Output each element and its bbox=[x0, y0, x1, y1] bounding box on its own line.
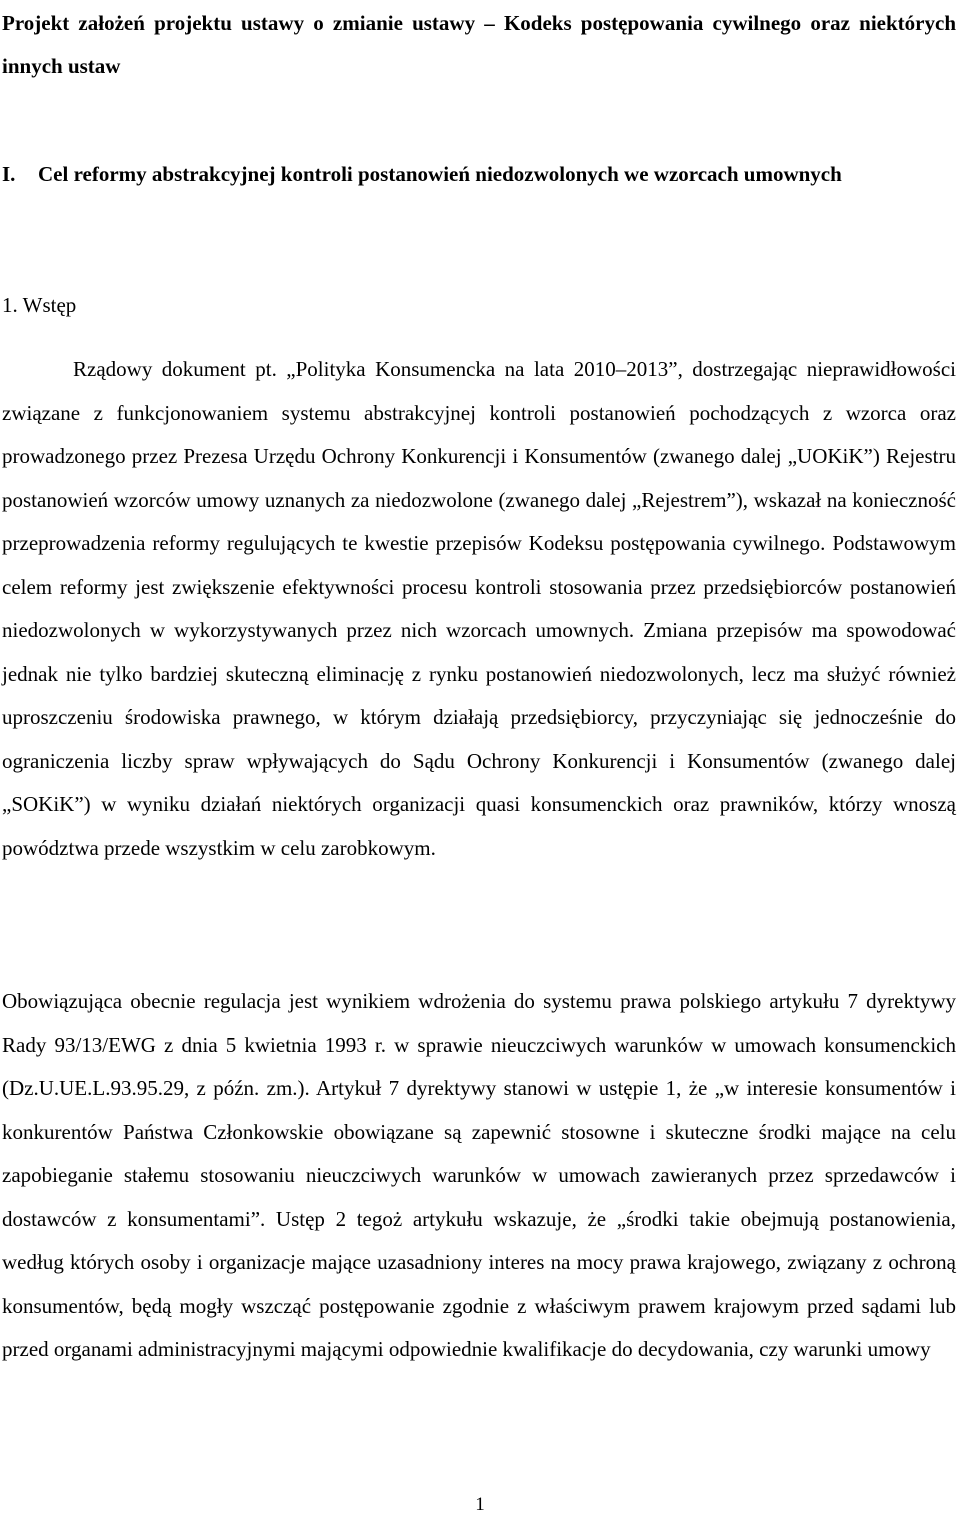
document-title: Projekt założeń projektu ustawy o zmianie ustawy – Kodeks postępowania cywilnego oraz niektórych innych ustaw bbox=[2, 11, 956, 78]
body-paragraph: Rządowy dokument pt. „Polityka Konsumencka na lata 2010–2013”, dostrzegając nieprawidłowości związane z funkcjonowaniem systemu abstrakcyjnej kontroli postanowień pochodzących z wzorca oraz prowadzonego przez Prezesa Urzędu Ochrony Konkurencji i Konsumentów (zwanego dalej „UOKiK”) Rejestru postanowień wzorców umowy uznanych za niedozwolone (zwanego dalej „Rejestrem”), wskazał na konieczność przeprowadzenia reformy regulujących te kwestie przepisów Kodeksu postępowania cywilnego. Podstawowym celem reformy jest zwiększenie efektywności procesu kontroli stosowania przez przedsiębiorców postanowień niedozwolonych w wykorzystywanych przez nich wzorcach umownych. Zmiana przepisów ma spowodować jednak nie tylko bardziej skuteczną eliminację z rynku postanowień niedozwolonych, lecz ma służyć również uproszczeniu środowiska prawnego, w którym działają przedsiębiorcy, przyczyniając się jednocześnie do ograniczenia liczby spraw wpływających do Sądu Ochrony Konkurencji i Konsumentów (zwanego dalej „SOKiK”) w wyniku działań niektórych organizacji quasi konsumenckich oraz prawników, którzy wnoszą powództwa przede wszystkim w celu zarobkowym. bbox=[2, 357, 956, 860]
section-number: I. bbox=[2, 162, 16, 186]
subsection-heading: 1. Wstęp bbox=[2, 293, 77, 317]
body-paragraph: Obowiązująca obecnie regulacja jest wynikiem wdrożenia do systemu prawa polskiego artykułu 7 dyrektywy Rady 93/13/EWG z dnia 5 kwietnia 1993 r. w sprawie nieuczciwych warunków w umowach konsumenckich (Dz.U.UE.L.93.95.29, z późn. zm.). Artykuł 7 dyrektywy stanowi w ustępie 1, że „w interesie konsumentów i konkurentów Państwa Członkowskie obowiązane są zapewnić stosowne i skuteczne środki mające na celu zapobieganie stałemu stosowaniu nieuczciwych warunków w umowach zawieranych przez sprzedawców i dostawców z konsumentami”. Ustęp 2 tegoż artykułu wskazuje, że „środki takie obejmują postanowienia, według których osoby i organizacje mające uzasadniony interes na mocy prawa krajowego, związany z ochroną konsumentów, będą mogły wszcząć postępowanie zgodnie z właściwym prawem krajowym przed sądami lub przed organami administracyjnymi mającymi odpowiednie kwalifikacje do decydowania, czy warunki umowy bbox=[2, 989, 956, 1361]
section-heading-text: Cel reformy abstrakcyjnej kontroli postanowień niedozwolonych we wzorcach umownych bbox=[38, 162, 842, 186]
section-heading bbox=[2, 153, 956, 196]
page-number: 1 bbox=[475, 1494, 485, 1515]
